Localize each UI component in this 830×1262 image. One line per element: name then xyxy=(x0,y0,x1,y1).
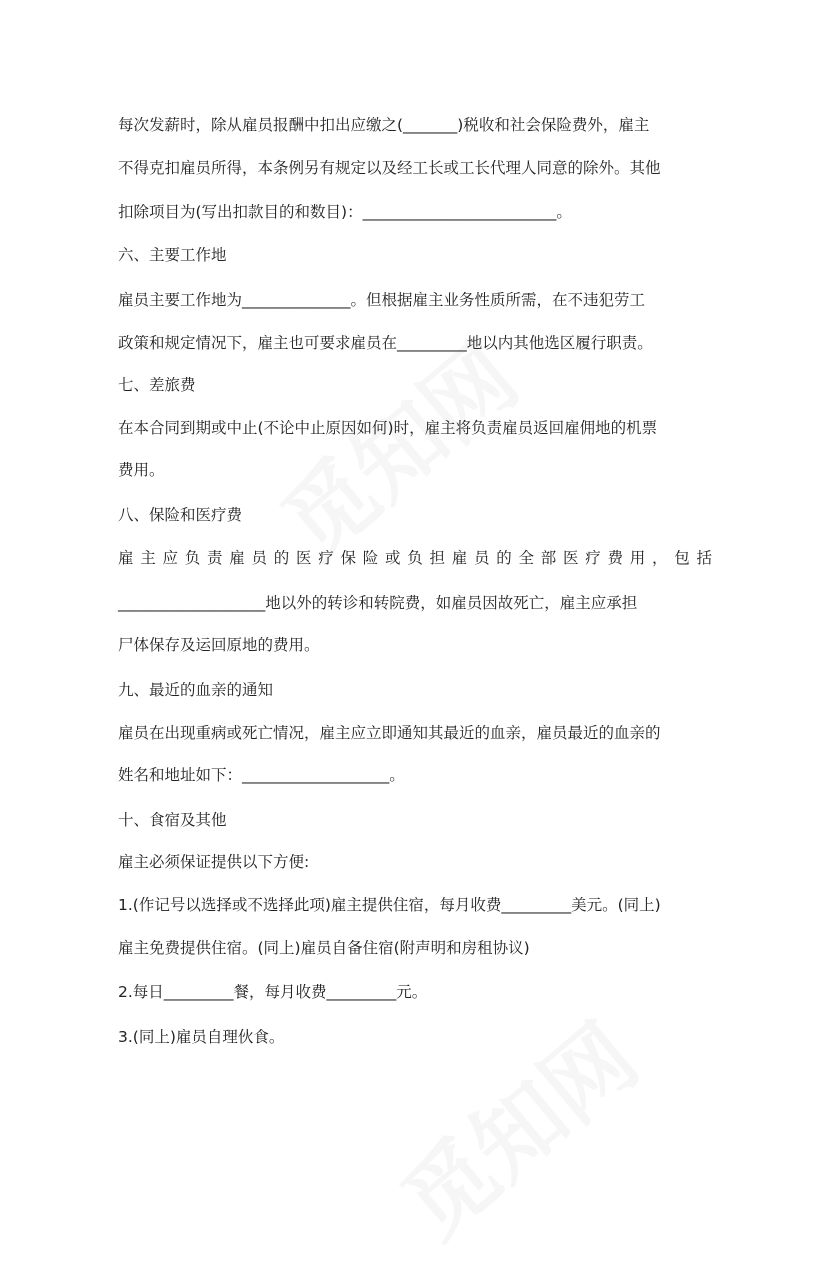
paragraph-line: 姓名和地址如下：___________________。 xyxy=(118,766,405,784)
paragraph-line: 每次发薪时，除从雇员报酬中扣出应缴之(_______)税收和社会保险费外，雇主 xyxy=(118,116,650,134)
section-heading: 八、保险和医疗费 xyxy=(118,506,243,524)
paragraph-line: 扣除项目为(写出扣款目的和数目)：_________________________。 xyxy=(118,203,572,221)
paragraph-line: 雇员在出现重病或死亡情况，雇主应立即通知其最近的血亲，雇员最近的血亲的 xyxy=(118,724,661,742)
paragraph-line: 费用。 xyxy=(118,461,165,479)
paragraph-line: 尸体保存及运回原地的费用。 xyxy=(118,636,320,654)
paragraph-line: 1.(作记号以选择或不选择此项)雇主提供住宿，每月收费_________美元。(同上) xyxy=(118,896,661,914)
paragraph-line: 政策和规定情况下，雇主也可要求雇员在_________地以内其他选区履行职责。 xyxy=(118,334,653,352)
paragraph-line: 在本合同到期或中止(不论中止原因如何)时，雇主将负责雇员返回雇佣地的机票 xyxy=(118,419,658,437)
paragraph-line: 2.每日_________餐，每月收费_________元。 xyxy=(118,983,428,1001)
section-heading: 七、差旅费 xyxy=(118,376,196,394)
section-heading: 九、最近的血亲的通知 xyxy=(118,681,274,699)
paragraph-line: 不得克扣雇员所得，本条例另有规定以及经工长或工长代理人同意的除外。其他 xyxy=(118,159,661,177)
paragraph-line: 雇主应负责雇员的医疗保险或负担雇员的全部医疗费用，包括 xyxy=(118,549,712,567)
paragraph-line: 雇主免费提供住宿。(同上)雇员自备住宿(附声明和房租协议) xyxy=(118,939,530,957)
paragraph-line: 3.(同上)雇员自理伙食。 xyxy=(118,1028,285,1046)
paragraph-line: 雇员主要工作地为______________。但根据雇主业务性质所需，在不违犯劳工 xyxy=(118,291,646,309)
section-heading: 十、食宿及其他 xyxy=(118,811,227,829)
section-heading: 六、主要工作地 xyxy=(118,246,227,264)
paragraph-line: 雇主必须保证提供以下方便: xyxy=(118,853,310,871)
paragraph-line: ___________________地以外的转诊和转院费，如雇员因故死亡，雇主应承担 xyxy=(118,594,638,612)
watermark xyxy=(370,988,660,1261)
